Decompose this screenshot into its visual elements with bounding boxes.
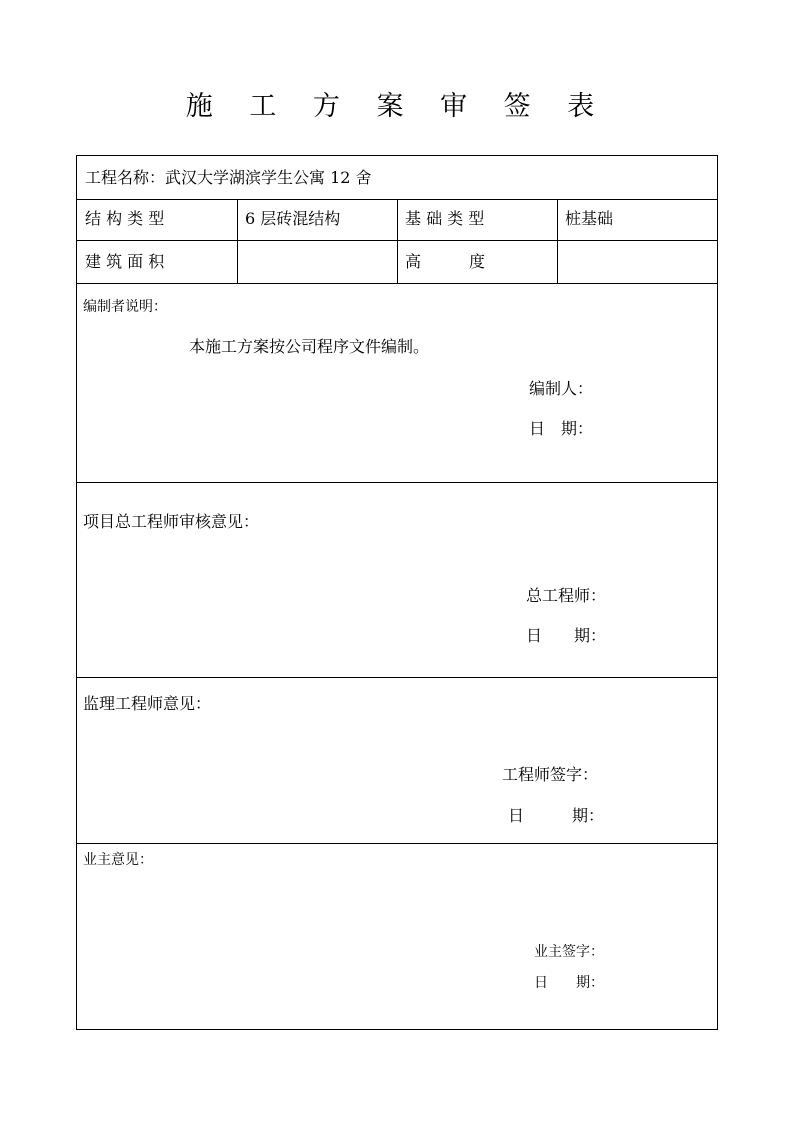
chief-engineer-heading: 项目总工程师审核意见： [83,512,260,531]
owner-heading: 业主意见： [83,852,153,868]
approval-form-table [76,155,718,1030]
chief-engineer-date-label: 日 期： [526,626,607,645]
author-statement: 本施工方案按公司程序文件编制。 [189,337,430,356]
project-name-label: 工程名称： [85,168,166,187]
project-name-row [85,168,372,188]
foundation-type-label: 基 础 类 型 [405,209,485,228]
row-divider [77,482,717,483]
supervisor-signer-label: 工程师签字： [502,765,599,784]
author-section-heading: 编制者说明： [83,299,167,315]
row-divider [77,283,717,284]
structure-type-value: 6 层砖混结构 [245,209,341,228]
column-divider [557,199,558,283]
foundation-type-value: 桩基础 [565,209,614,228]
supervisor-date-label: 日 期： [508,806,605,825]
author-signer-label: 编制人： [529,379,594,398]
author-date-label: 日 期： [529,419,594,438]
column-divider [237,199,238,283]
owner-signer-label: 业主签字： [534,944,604,960]
building-area-label: 建 筑 面 积 [85,252,165,271]
row-divider [77,843,717,844]
row-divider [77,677,717,678]
height-label: 高 度 [405,252,486,271]
project-name-value: 武汉大学湖滨学生公寓 12 舍 [165,168,372,187]
supervisor-heading: 监理工程师意见： [83,694,212,713]
column-divider [397,199,398,283]
structure-type-label: 结 构 类 型 [85,209,165,228]
document-title: 施 工 方 案 审 签 表 [185,91,609,122]
chief-engineer-signer-label: 总工程师： [526,586,607,605]
owner-date-label: 日 期： [534,975,604,991]
